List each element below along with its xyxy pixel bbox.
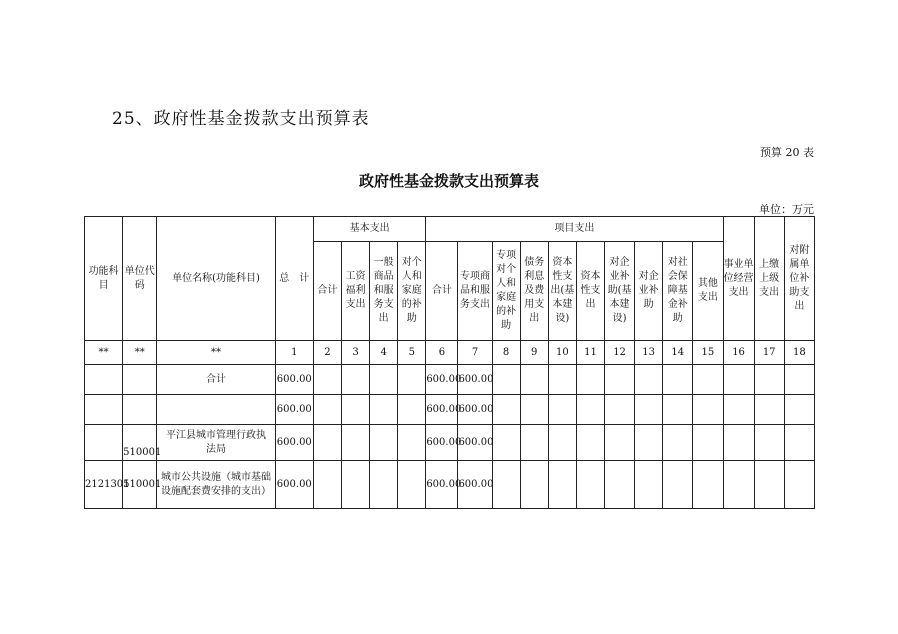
proj-total-cell: 600.00 xyxy=(426,365,458,395)
header-unit-name: 单位名称(功能科目) xyxy=(157,217,275,341)
proj-goods-cell: 600.00 xyxy=(458,365,492,395)
index-cell: ** xyxy=(157,341,275,365)
header-proj-goods: 专项商品和服务支出 xyxy=(458,242,492,341)
index-cell: 6 xyxy=(426,341,458,365)
header-basic-total: 合计 xyxy=(313,242,341,341)
header-proj-enterprise-infra: 对企业补助(基本建设) xyxy=(605,242,635,341)
index-cell: 5 xyxy=(398,341,426,365)
table-row xyxy=(85,395,815,425)
total-cell: 600.00 xyxy=(275,365,313,395)
header-proj-capital-infra: 资本性支出(基本建设) xyxy=(548,242,576,341)
header-project: 项目支出 xyxy=(426,217,723,242)
index-cell: 12 xyxy=(605,341,635,365)
unit-name-cell: 城市公共设施（城市基础设施配套费安排的支出） xyxy=(157,461,275,509)
unit-name-cell xyxy=(157,395,275,425)
unit-code-cell xyxy=(123,395,157,425)
proj-goods-cell: 600.00 xyxy=(458,425,492,461)
unit-code-cell: 510001 xyxy=(123,425,157,461)
header-basic-personal: 对个人和家庭的补助 xyxy=(398,242,426,341)
header-basic: 基本支出 xyxy=(313,217,425,242)
index-cell: 11 xyxy=(576,341,604,365)
table-title: 政府性基金拨款支出预算表 xyxy=(358,172,539,190)
index-cell: 8 xyxy=(492,341,520,365)
func-code-cell xyxy=(85,365,123,395)
budget-table xyxy=(84,216,815,509)
index-cell: ** xyxy=(123,341,157,365)
unit-code-cell: 510001 xyxy=(123,461,157,509)
index-cell: 10 xyxy=(548,341,576,365)
unit-label: 单位：万元 xyxy=(759,203,814,216)
index-cell: ** xyxy=(85,341,123,365)
func-code-cell: 2121301 xyxy=(85,461,123,509)
proj-goods-cell: 600.00 xyxy=(458,395,492,425)
header-unit-code: 单位代码 xyxy=(123,217,157,341)
func-code-cell xyxy=(85,395,123,425)
index-cell: 3 xyxy=(341,341,369,365)
header-proj-total: 合计 xyxy=(426,242,458,341)
index-cell: 2 xyxy=(313,341,341,365)
index-cell: 13 xyxy=(635,341,663,365)
header-basic-goods: 一般商品和服务支出 xyxy=(370,242,398,341)
table-number: 预算 20 表 xyxy=(760,146,814,159)
total-cell: 600.00 xyxy=(275,425,313,461)
header-proj-personal: 专项对个人和家庭的补助 xyxy=(492,242,520,341)
header-subsidiary: 对附属单位补助支出 xyxy=(784,217,814,341)
header-proj-debt: 债务利息及费用支出 xyxy=(520,242,548,341)
func-code-cell xyxy=(85,425,123,461)
table-row xyxy=(85,425,815,461)
unit-name-cell: 合计 xyxy=(157,365,275,395)
index-cell: 15 xyxy=(693,341,723,365)
index-row xyxy=(85,341,815,365)
index-cell: 17 xyxy=(754,341,784,365)
header-basic-salary: 工资福利支出 xyxy=(341,242,369,341)
proj-total-cell: 600.00 xyxy=(426,461,458,509)
header-proj-enterprise: 对企业补助 xyxy=(635,242,663,341)
section-heading: 25、政府性基金拨款支出预算表 xyxy=(112,109,370,129)
index-cell: 18 xyxy=(784,341,814,365)
table-row xyxy=(85,461,815,509)
index-cell: 1 xyxy=(275,341,313,365)
header-proj-other: 其他支出 xyxy=(693,242,723,341)
table-row xyxy=(85,365,815,395)
header-func-code: 功能科目 xyxy=(85,217,123,341)
header-proj-capital: 资本性支出 xyxy=(576,242,604,341)
total-cell: 600.00 xyxy=(275,395,313,425)
header-total: 总 计 xyxy=(275,217,313,341)
header-upper: 上缴上级支出 xyxy=(754,217,784,341)
header-proj-social: 对社会保障基金补助 xyxy=(663,242,693,341)
index-cell: 14 xyxy=(663,341,693,365)
proj-goods-cell: 600.00 xyxy=(458,461,492,509)
index-cell: 16 xyxy=(723,341,754,365)
unit-name-cell: 平江县城市管理行政执法局 xyxy=(157,425,275,461)
header-business: 事业单位经营支出 xyxy=(723,217,754,341)
proj-total-cell: 600.00 xyxy=(426,425,458,461)
unit-code-cell xyxy=(123,365,157,395)
index-cell: 4 xyxy=(370,341,398,365)
index-cell: 9 xyxy=(520,341,548,365)
proj-total-cell: 600.00 xyxy=(426,395,458,425)
index-cell: 7 xyxy=(458,341,492,365)
total-cell: 600.00 xyxy=(275,461,313,509)
